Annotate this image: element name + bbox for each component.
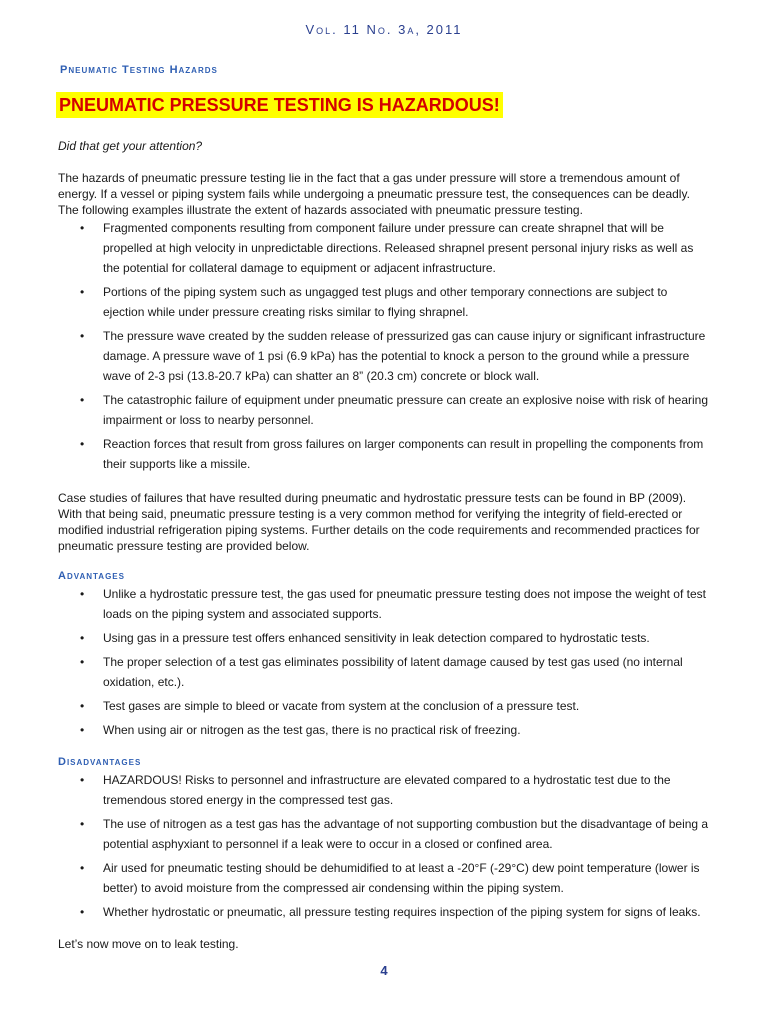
case-studies-paragraph: Case studies of failures that have resulted during pneumatic and hydrostatic pressure tests can be found in BP (2009). With that being said, pneumatic pressure testing is a very common method for verifying the integrity of field-erected or modified industrial refrigeration piping systems. Further details on the code requirements and recommended practices for pneumatic pressure testing are provided below. bbox=[58, 491, 700, 553]
list-item: • Fragmented components resulting from component failure under pressure can create shrapnel that will be propelled at high velocity in unpredictable directions. Released shrapnel present personal injury risks as well as the potential for collateral damage to equipment or adjacent infrastructure. bbox=[58, 218, 710, 278]
list-item: • The use of nitrogen as a test gas has the advantage of not supporting combustion but the disadvantage of being a potential asphyxiant to personnel if a leak were to occur in a closed or confined area. bbox=[58, 814, 710, 854]
disadvantages-list bbox=[58, 770, 710, 922]
bullet-icon: • bbox=[80, 221, 85, 235]
article-body bbox=[58, 138, 710, 952]
list-item: • Unlike a hydrostatic pressure test, the gas used for pneumatic pressure testing does not impose the weight of test loads on the piping system and associated supports. bbox=[58, 584, 710, 624]
list-item: • Portions of the piping system such as ungagged test plugs and other temporary connections are subject to ejection while under pressure creating risks similar to flying shrapnel. bbox=[58, 282, 710, 322]
closing-line: Let’s now move on to leak testing. bbox=[58, 937, 239, 951]
bullet-icon: • bbox=[80, 587, 85, 601]
list-item: • Reaction forces that result from gross failures on larger components can result in propelling the components from their supports like a missile. bbox=[58, 434, 710, 474]
list-item: • Air used for pneumatic testing should be dehumidified to at least a -20°F (-29°C) dew point temperature (lower is better) to avoid moisture from the compressed air condensing within the piping system. bbox=[58, 858, 710, 898]
intro-paragraph: The hazards of pneumatic pressure testing lie in the fact that a gas under pressure will store a tremendous amount of energy. If a vessel or piping system fails while undergoing a pneumatic pressure test, the consequences can be deadly. The following examples illustrate the extent of hazards associated with pneumatic pressure testing. bbox=[58, 171, 690, 217]
list-item: • Test gases are simple to bleed or vacate from system at the conclusion of a pressure test. bbox=[58, 696, 710, 716]
bullet-icon: • bbox=[80, 723, 85, 737]
hazard-banner: PNEUMATIC PRESSURE TESTING IS HAZARDOUS! bbox=[56, 92, 503, 118]
bullet-icon: • bbox=[80, 773, 85, 787]
list-item: • HAZARDOUS! Risks to personnel and infrastructure are elevated compared to a hydrostatic test due to the tremendous stored energy in the compressed test gas. bbox=[58, 770, 710, 810]
disadvantages-heading: Disadvantages bbox=[58, 756, 142, 768]
advantages-heading: Advantages bbox=[58, 570, 125, 582]
intro-question: Did that get your attention? bbox=[58, 139, 203, 153]
bullet-icon: • bbox=[80, 905, 85, 919]
list-item: • Whether hydrostatic or pneumatic, all pressure testing requires inspection of the piping system for signs of leaks. bbox=[58, 902, 710, 922]
bullet-icon: • bbox=[80, 817, 85, 831]
hazards-list bbox=[58, 218, 710, 474]
list-item: • The pressure wave created by the sudden release of pressurized gas can cause injury or significant infrastructure damage. A pressure wave of 1 psi (6.9 kPa) has the potential to knock a person to the ground while a pressure wave of 2-3 psi (13.8-20.7 kPa) can shatter an 8” (20.3 cm) concrete or block wall. bbox=[58, 326, 710, 386]
bullet-icon: • bbox=[80, 655, 85, 669]
list-item: • When using air or nitrogen as the test gas, there is no practical risk of freezing. bbox=[58, 720, 710, 740]
bullet-icon: • bbox=[80, 699, 85, 713]
bullet-icon: • bbox=[80, 437, 85, 451]
bullet-icon: • bbox=[80, 329, 85, 343]
bullet-icon: • bbox=[80, 285, 85, 299]
list-item: • Using gas in a pressure test offers enhanced sensitivity in leak detection compared to hydrostatic tests. bbox=[58, 628, 710, 648]
bullet-icon: • bbox=[80, 393, 85, 407]
list-item: • The proper selection of a test gas eliminates possibility of latent damage caused by test gas used (no internal oxidation, etc.). bbox=[58, 652, 710, 692]
bullet-icon: • bbox=[80, 861, 85, 875]
bullet-icon: • bbox=[80, 631, 85, 645]
advantages-list bbox=[58, 584, 710, 740]
page-number: 4 bbox=[380, 963, 388, 978]
list-item: • The catastrophic failure of equipment under pneumatic pressure can create an explosive noise with risk of hearing impairment or loss to nearby personnel. bbox=[58, 390, 710, 430]
volume-header: Vol. 11 No. 3a, 2011 bbox=[305, 22, 463, 37]
section-title: Pneumatic Testing Hazards bbox=[60, 64, 218, 76]
